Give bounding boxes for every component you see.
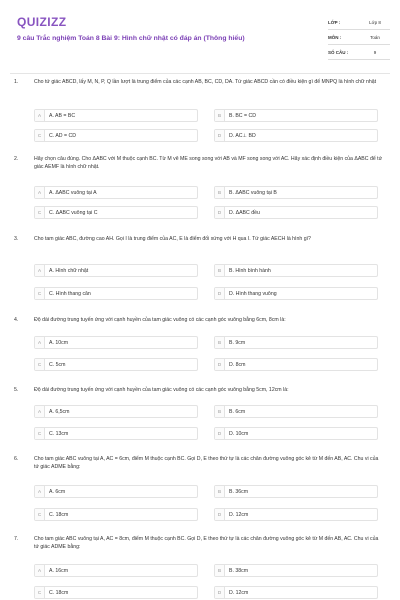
question-text: Cho tam giác ABC vuông tại A, AC = 6cm, điểm M thuộc cạnh BC. Gọi D, E theo thứ tự là các chân đường vuông góc kẻ từ M đến AB, AC. Chu vi của tứ giác ADME bằng: bbox=[34, 456, 379, 470]
option-d[interactable] bbox=[214, 206, 378, 219]
option-letter: C bbox=[35, 587, 45, 598]
option-text: A. 16cm bbox=[49, 567, 69, 574]
option-text: B. 38cm bbox=[229, 567, 249, 574]
option-a[interactable] bbox=[34, 564, 198, 577]
option-text: D. ΔABC đều bbox=[229, 209, 260, 216]
question-number: 2. bbox=[14, 156, 19, 162]
option-text: C. 18cm bbox=[49, 511, 69, 518]
option-letter: B bbox=[215, 337, 225, 348]
page-title: 9 câu Trắc nghiệm Toán 8 Bài 9: Hình chữ nhật có đáp án (Thông hiểu) bbox=[17, 35, 245, 42]
option-letter: B bbox=[215, 406, 225, 417]
option-letter: B bbox=[215, 486, 225, 497]
option-letter: B bbox=[215, 565, 225, 576]
option-a[interactable] bbox=[34, 405, 198, 418]
question-number: 1. bbox=[14, 79, 19, 85]
option-letter: C bbox=[35, 428, 45, 439]
meta-label: MÔN : bbox=[328, 34, 342, 40]
option-d[interactable] bbox=[214, 129, 378, 142]
option-letter: A bbox=[35, 265, 45, 276]
option-b[interactable] bbox=[214, 485, 378, 498]
option-letter: D bbox=[215, 288, 225, 299]
option-text: B. BC = CD bbox=[229, 112, 256, 119]
option-a[interactable] bbox=[34, 336, 198, 349]
question-text: Cho tứ giác ABCD, lấy M, N, P, Q lần lượt là trung điểm của các cạnh AB, BC, CD, DA. Tứ giác ABCD cần có điều kiện gì để MNPQ là hình chữ nhật bbox=[34, 79, 377, 85]
option-letter: B bbox=[215, 265, 225, 276]
option-b[interactable] bbox=[214, 564, 378, 577]
option-text: A. Hình chữ nhật bbox=[49, 267, 89, 274]
question-text: Cho tam giác ABC vuông tại A, AC = 8cm, điểm M thuộc cạnh BC. Gọi D, E theo thứ tự là các chân đường vuông góc kẻ từ M đến AB, AC. Chu vi của tứ giác ADME bằng: bbox=[34, 536, 379, 550]
option-text: D. AC⊥ BD bbox=[229, 132, 256, 139]
option-d[interactable] bbox=[214, 586, 378, 599]
meta-value: Lớp 8 bbox=[369, 19, 381, 25]
option-text: A. 6,5cm bbox=[49, 408, 70, 415]
option-text: D. Hình thang vuông bbox=[229, 290, 277, 297]
option-text: D. 8cm bbox=[229, 361, 246, 368]
option-letter: D bbox=[215, 509, 225, 520]
option-text: B. Hình bình hành bbox=[229, 267, 271, 274]
option-letter: D bbox=[215, 587, 225, 598]
option-letter: A bbox=[35, 565, 45, 576]
option-text: A. 10cm bbox=[49, 339, 69, 346]
option-letter: A bbox=[35, 110, 45, 121]
option-c[interactable] bbox=[34, 206, 198, 219]
option-b[interactable] bbox=[214, 186, 378, 199]
option-letter: D bbox=[215, 207, 225, 218]
option-text: C. 18cm bbox=[49, 589, 69, 596]
option-text: A. 6cm bbox=[49, 488, 66, 495]
worksheet-header bbox=[10, 10, 390, 72]
option-a[interactable] bbox=[34, 485, 198, 498]
option-c[interactable] bbox=[34, 586, 198, 599]
option-text: C. AD = CD bbox=[49, 132, 76, 139]
question-text: Hãy chọn câu đúng. Cho ΔABC với M thuộc cạnh BC. Từ M vẽ ME song song với AB và MF song song với AC. Hãy xác định điều kiện của ΔABC để tứ giác AEMF là hình chữ nhật. bbox=[34, 156, 383, 170]
option-text: D. 12cm bbox=[229, 589, 249, 596]
option-letter: D bbox=[215, 359, 225, 370]
option-text: B. 9cm bbox=[229, 339, 246, 346]
question-number: 7. bbox=[14, 536, 19, 542]
question-number: 3. bbox=[14, 236, 19, 242]
option-text: A. ΔABC vuông tại A bbox=[49, 189, 97, 196]
option-b[interactable] bbox=[214, 264, 378, 277]
option-letter: A bbox=[35, 406, 45, 417]
meta-value: 9 bbox=[373, 49, 377, 55]
option-d[interactable] bbox=[214, 508, 378, 521]
option-text: C. 13cm bbox=[49, 430, 69, 437]
quizizz-logo: QUIZIZZ bbox=[17, 15, 67, 29]
question-number: 5. bbox=[14, 387, 19, 393]
option-text: C. ΔABC vuông tại C bbox=[49, 209, 98, 216]
meta-row-count bbox=[328, 45, 390, 60]
option-a[interactable] bbox=[34, 109, 198, 122]
question-text: Cho tam giác ABC, đường cao AH. Gọi I là trung điểm của AC, E là điểm đối xứng với H qua I. Tứ giác AECH là hình gì? bbox=[34, 236, 311, 242]
question-text: Độ dài đường trung tuyến ứng với cạnh huyền của tam giác vuông có các cạnh góc vuông bằng 6cm, 8cm là: bbox=[34, 317, 286, 323]
option-letter: C bbox=[35, 207, 45, 218]
option-letter: B bbox=[215, 187, 225, 198]
option-letter: C bbox=[35, 288, 45, 299]
meta-row-subject bbox=[328, 30, 390, 45]
option-letter: A bbox=[35, 187, 45, 198]
option-text: B. 6cm bbox=[229, 408, 246, 415]
option-a[interactable] bbox=[34, 264, 198, 277]
option-d[interactable] bbox=[214, 287, 378, 300]
option-c[interactable] bbox=[34, 358, 198, 371]
option-text: D. 12cm bbox=[229, 511, 249, 518]
question-text: Độ dài đường trung tuyến ứng với cạnh huyền của tam giác vuông có các cạnh góc vuông bằng 5cm, 12cm là: bbox=[34, 387, 289, 393]
option-letter: D bbox=[215, 428, 225, 439]
meta-table bbox=[328, 15, 390, 60]
option-c[interactable] bbox=[34, 508, 198, 521]
option-text: B. 36cm bbox=[229, 488, 249, 495]
option-letter: C bbox=[35, 359, 45, 370]
meta-label: LỚP : bbox=[328, 19, 341, 25]
option-b[interactable] bbox=[214, 336, 378, 349]
option-c[interactable] bbox=[34, 129, 198, 142]
option-b[interactable] bbox=[214, 109, 378, 122]
option-d[interactable] bbox=[214, 358, 378, 371]
option-d[interactable] bbox=[214, 427, 378, 440]
option-text: C. Hình thang cân bbox=[49, 290, 91, 297]
meta-value: Toán bbox=[370, 34, 380, 40]
option-text: B. ΔABC vuông tại B bbox=[229, 189, 277, 196]
question-number: 6. bbox=[14, 456, 19, 462]
option-letter: A bbox=[35, 486, 45, 497]
option-letter: C bbox=[35, 130, 45, 141]
option-text: D. 10cm bbox=[229, 430, 249, 437]
meta-label: SỐ CÂU : bbox=[328, 49, 349, 55]
option-text: C. 5cm bbox=[49, 361, 66, 368]
header-divider bbox=[10, 73, 390, 74]
option-letter: C bbox=[35, 509, 45, 520]
question-number: 4. bbox=[14, 317, 19, 323]
option-letter: D bbox=[215, 130, 225, 141]
option-letter: A bbox=[35, 337, 45, 348]
option-letter: B bbox=[215, 110, 225, 121]
option-text: A. AB = BC bbox=[49, 112, 76, 119]
option-b[interactable] bbox=[214, 405, 378, 418]
option-c[interactable] bbox=[34, 427, 198, 440]
option-a[interactable] bbox=[34, 186, 198, 199]
option-c[interactable] bbox=[34, 287, 198, 300]
meta-row-class bbox=[328, 15, 390, 30]
